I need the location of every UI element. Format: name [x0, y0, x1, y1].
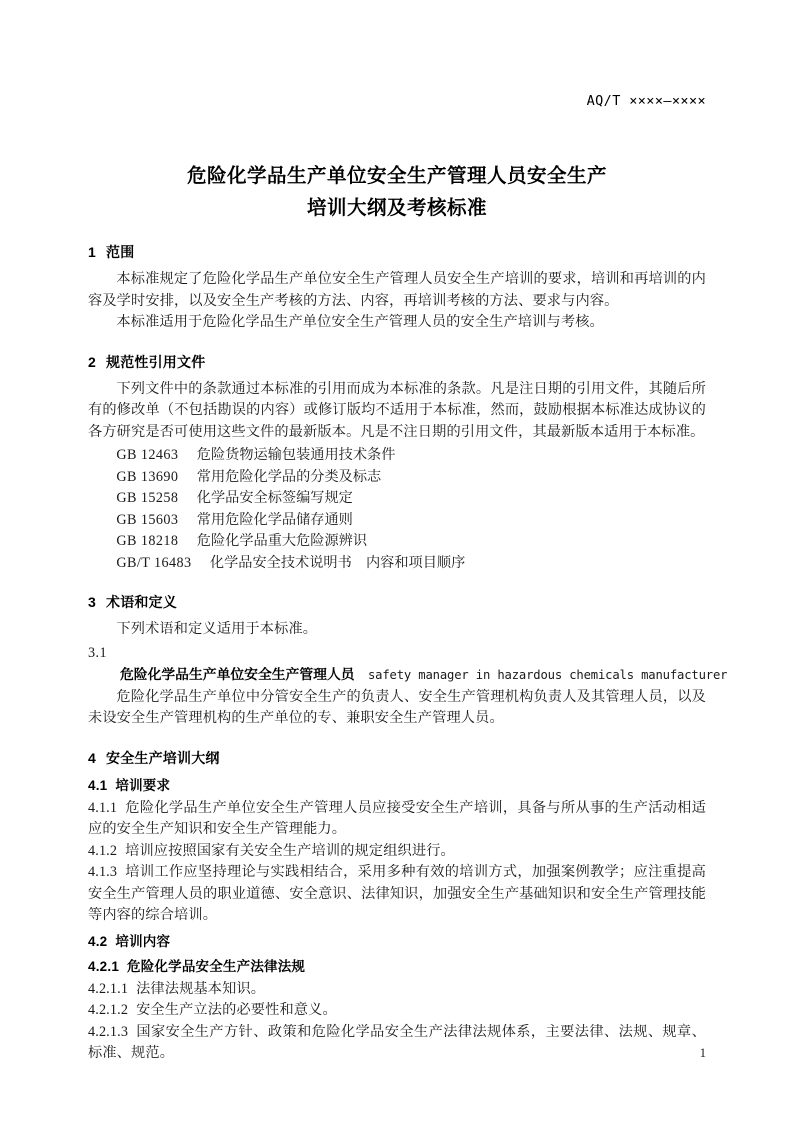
section-3-paragraph-1: 下列术语和定义适用于本标准。 — [116, 621, 318, 637]
reference-title: 常用危险化学品储存通则 — [196, 511, 353, 528]
clause-4-1-3 — [88, 862, 706, 927]
section-title-2: 规范性引用文件 — [106, 353, 206, 370]
section-number-2: 2 — [88, 353, 96, 370]
section-title-4: 安全生产培训大纲 — [106, 749, 220, 766]
clause-number-3-1: 3.1 — [88, 644, 107, 661]
page-title-line-1: 危险化学品生产单位安全生产管理人员安全生产 — [186, 165, 607, 187]
section-number-4: 4 — [88, 749, 96, 766]
clause-4-1-2 — [88, 841, 706, 863]
clause-4-2-1-2 — [88, 1000, 706, 1022]
section-number-4-1: 4.1 — [88, 777, 108, 793]
section-heading-4 — [88, 748, 706, 769]
page-title — [88, 160, 706, 224]
reference-title: 化学品安全技术说明书 内容和项目顺序 — [209, 554, 466, 571]
list-item — [88, 510, 706, 532]
clause-number: 4.1.3 — [88, 864, 118, 880]
list-item — [88, 467, 706, 489]
section-heading-4-2-1 — [88, 956, 706, 977]
term-definition-entry — [88, 664, 728, 687]
list-item — [88, 445, 706, 467]
section-heading-3 — [88, 592, 706, 613]
document-body — [88, 160, 728, 1065]
standard-code-header: AQ/T ××××—×××× — [586, 93, 706, 109]
section-number-3: 3 — [88, 594, 96, 610]
clause-text: 培训应按照国家有关安全生产培训的规定组织进行。 — [125, 842, 455, 859]
section-heading-2 — [88, 352, 706, 373]
section-title-4-2: 培训内容 — [115, 933, 171, 949]
section-title-3: 术语和定义 — [106, 594, 177, 610]
clause-number: 4.2.1.1 — [88, 980, 129, 997]
section-2-paragraph-1: 下列文件中的条款通过本标准的引用而成为本标准的条款。凡是注日期的引用文件，其随后所有的修改单（不包括勘误的内容）或修订版均不适用于本标准，然而，鼓励根据本标准达成协议的各方研究是否可使用这些文件的最新版本。凡是不注日期的引用文件，其最新版本适用于本标准。 — [88, 380, 706, 440]
clause-number: 4.2.1.3 — [88, 1023, 129, 1040]
reference-title: 化学品安全标签编写规定 — [196, 490, 353, 506]
clause-number: 4.1.2 — [88, 842, 118, 859]
clause-text: 法律法规基本知识。 — [136, 980, 266, 997]
list-item — [88, 553, 706, 575]
reference-title: 危险化学品重大危险源辨识 — [196, 533, 368, 549]
page-title-line-2: 培训大纲及考核标准 — [306, 197, 487, 219]
clause-text: 危险化学品生产单位安全生产管理人员应接受安全生产培训，具备与所从事的生产活动相适应的安全生产知识和安全生产管理能力。 — [88, 799, 706, 837]
reference-code: GB 15603 — [116, 511, 179, 528]
section-title-4-2-1: 危险化学品安全生产法律法规 — [127, 958, 306, 974]
reference-title: 危险货物运输包装通用技术条件 — [196, 447, 396, 463]
term-english: safety manager in hazardous chemicals manufacturer — [367, 668, 728, 682]
clause-text: 培训工作应坚持理论与实践相结合，采用多种有效的培训方式，加强案例教学；应注重提高安全生产管理人员的职业道德、安全意识、法律知识，加强安全生产基础知识和安全生产管理技能等内容的综合培训。 — [88, 864, 706, 923]
clause-number: 4.2.1.2 — [88, 1002, 129, 1018]
clause-number: 4.1.1 — [88, 799, 118, 816]
clause-4-1-1 — [88, 798, 706, 841]
clause-text: 国家安全生产方针、政策和危险化学品安全生产法律法规体系，主要法律、法规、规章、标准、规范。 — [88, 1023, 706, 1061]
page-number: 1 — [699, 1046, 706, 1060]
reference-title: 常用危险化学品的分类及标志 — [196, 468, 382, 485]
section-heading-4-2 — [88, 931, 706, 952]
clause-4-2-1-1 — [88, 979, 706, 1001]
term-definition-text: 危险化学品生产单位中分管安全生产的负责人、安全生产管理机构负责人及其管理人员，以及未设安全生产管理机构的生产单位的专、兼职安全生产管理人员。 — [88, 688, 706, 726]
section-number-4-2-1: 4.2.1 — [88, 958, 120, 974]
reference-code: GB/T 16483 — [116, 554, 192, 571]
normative-reference-list — [88, 445, 706, 574]
reference-code: GB 15258 — [116, 490, 179, 506]
clause-text: 安全生产立法的必要性和意义。 — [136, 1002, 337, 1018]
section-heading-1 — [88, 242, 706, 263]
section-number-4-2: 4.2 — [88, 933, 108, 949]
section-1-paragraph-1: 本标准规定了危险化学品生产单位安全生产管理人员安全生产培训的要求，培训和再培训的内容及学时安排，以及安全生产考核的方法、内容，再培训考核的方法、要求与内容。 — [88, 271, 706, 309]
list-item — [88, 488, 706, 510]
section-title-4-1: 培训要求 — [115, 777, 171, 793]
section-heading-4-1 — [88, 775, 706, 796]
reference-code: GB 13690 — [116, 468, 179, 485]
section-1-paragraph-2: 本标准适用于危险化学品生产单位安全生产管理人员的安全生产培训与考核。 — [116, 314, 604, 330]
section-title-1: 范围 — [106, 244, 135, 260]
term-chinese: 危险化学品生产单位安全生产管理人员 — [120, 667, 355, 682]
reference-code: GB 18218 — [116, 533, 179, 549]
section-number-1: 1 — [88, 244, 96, 260]
list-item — [88, 531, 706, 553]
reference-code: GB 12463 — [116, 447, 179, 463]
